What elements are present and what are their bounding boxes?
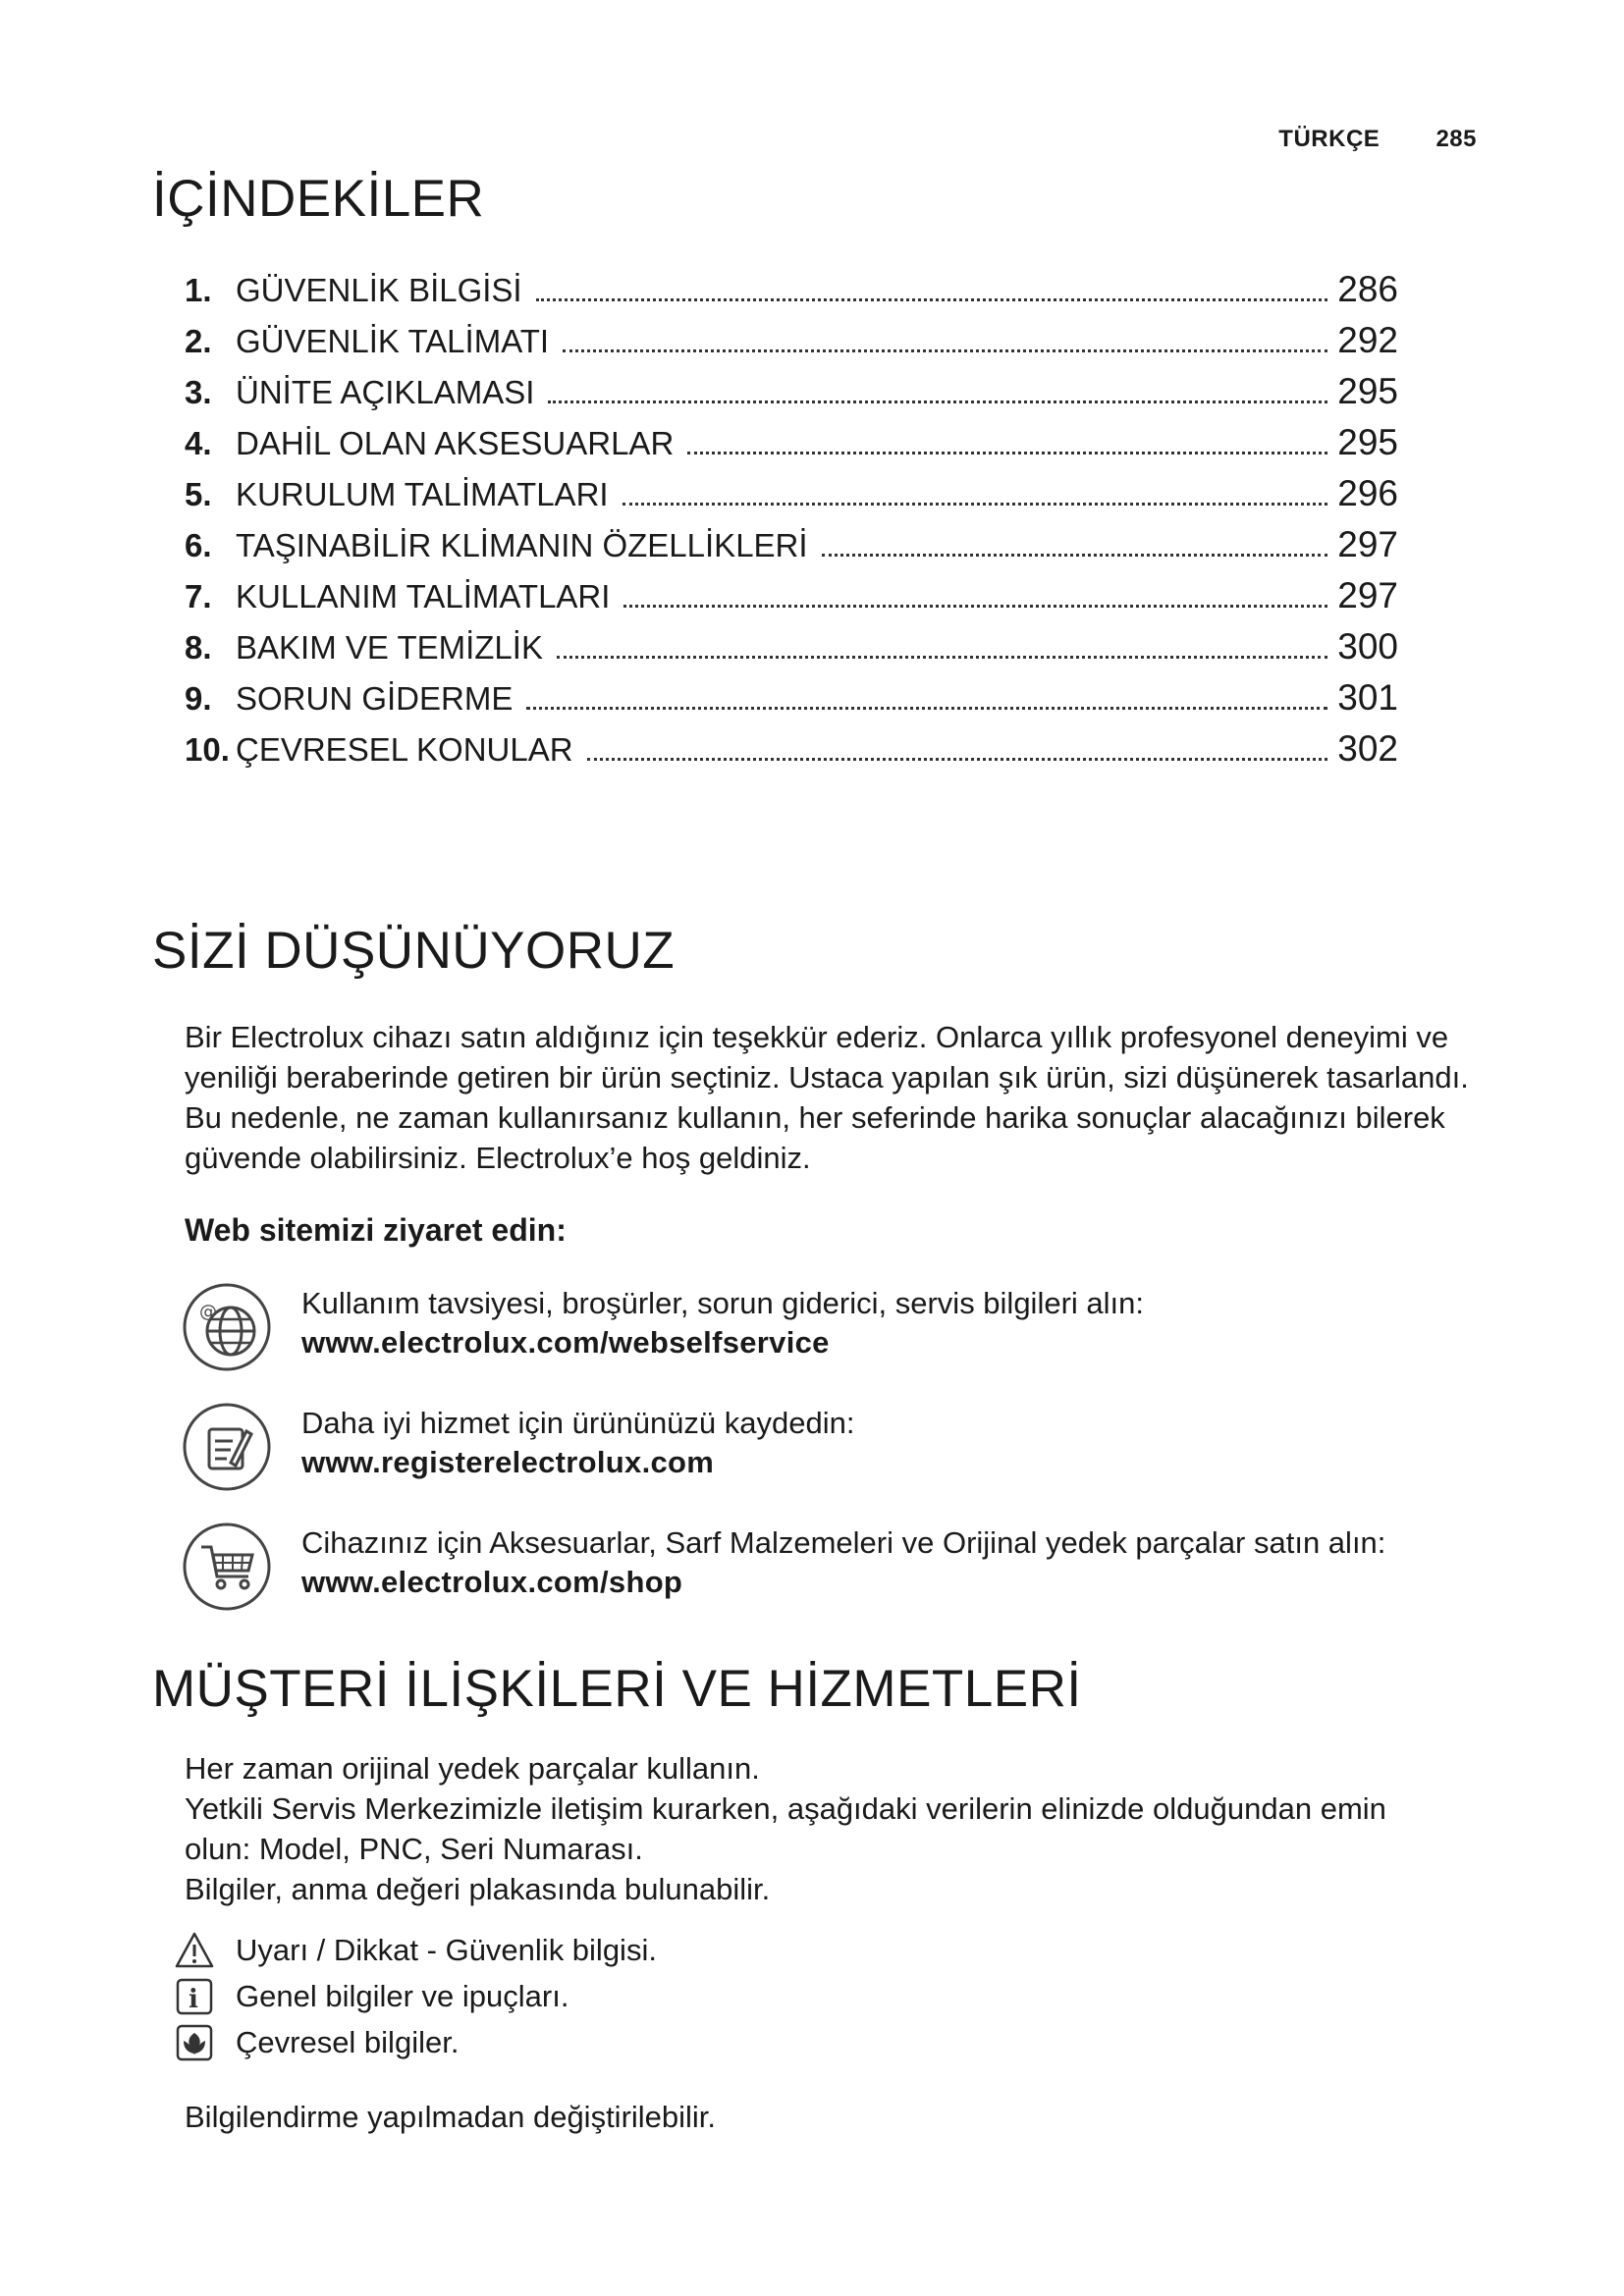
intro-paragraph: Bir Electrolux cihazı satın aldığınız için teşekkür ederiz. Onlarca yıllık profesyonel deneyimi ve yeniliği beraberinde getiren bir ürün seçtiniz. Ustaca yapılan şık ürün, sizi düşünerek tasarlandı. Bu nedenle, ne zaman kullanırsanız kullanın, her seferinde harika sonuçlar alacağınızı bilerek güvende olabilirsiniz. Electrolux’e hoş geldiniz. xyxy=(185,1020,1469,1175)
register-link[interactable]: www.registerelectrolux.com xyxy=(301,1445,715,1479)
toc-item-page: 297 xyxy=(1337,575,1398,615)
toc-leader-dots xyxy=(526,707,1327,710)
web-item-text: Kullanım tavsiyesi, broşürler, sorun giderici, servis bilgileri alın: xyxy=(301,1286,1144,1320)
web-item-text: Cihazınız için Aksesuarlar, Sarf Malzemeleri ve Orijinal yedek parçalar satın alın: xyxy=(301,1525,1386,1560)
web-item-support xyxy=(182,1282,1517,1380)
symbol-row-warning xyxy=(175,1929,657,1972)
toc-item-page: 296 xyxy=(1337,473,1398,513)
shop-link[interactable]: www.electrolux.com/shop xyxy=(301,1565,683,1599)
toc-item-number: 9. xyxy=(185,680,212,717)
toc-item-label: ÜNİTE AÇIKLAMASI xyxy=(236,374,535,410)
toc-item-label: KURULUM TALİMATLARI xyxy=(236,476,609,512)
toc-leader-dots xyxy=(557,656,1327,659)
register-icon xyxy=(182,1402,272,1492)
toc-item-number: 3. xyxy=(185,374,212,410)
toc-item-label: BAKIM VE TEMİZLİK xyxy=(236,629,543,666)
toc-title: İÇİNDEKİLER xyxy=(152,170,485,228)
globe-icon xyxy=(182,1282,272,1372)
toc-item[interactable] xyxy=(185,320,1398,371)
toc-item[interactable] xyxy=(185,575,1398,626)
intro-title: SİZİ DÜŞÜNÜYORUZ xyxy=(152,922,676,980)
toc-leader-dots xyxy=(623,605,1327,608)
toc-item-page: 286 xyxy=(1337,269,1398,309)
toc-item-label: GÜVENLİK BİLGİSİ xyxy=(236,272,522,308)
svg-text:i: i xyxy=(189,1985,198,2014)
toc-item-label: KULLANIM TALİMATLARI xyxy=(236,578,611,614)
customer-care-text xyxy=(185,1748,1500,1909)
toc-item[interactable] xyxy=(185,422,1398,473)
care-line: Her zaman orijinal yedek parçalar kullanın. xyxy=(185,1751,760,1786)
toc-leader-dots xyxy=(687,452,1327,454)
toc-item-page: 295 xyxy=(1337,371,1398,411)
toc-leader-dots xyxy=(563,349,1327,352)
symbol-text: Genel bilgiler ve ipuçları. xyxy=(236,1979,569,2013)
web-item-shop xyxy=(182,1522,1517,1620)
table-of-contents xyxy=(185,269,1398,779)
environment-icon xyxy=(175,2023,214,2062)
toc-leader-dots xyxy=(587,758,1328,761)
web-item-text: Daha iyi hizmet için ürününüzü kaydedin: xyxy=(301,1406,855,1440)
language-label: TÜRKÇE xyxy=(1278,126,1380,152)
web-item-register xyxy=(182,1402,1517,1500)
toc-item-label: GÜVENLİK TALİMATI xyxy=(236,323,550,359)
toc-item-number: 7. xyxy=(185,578,212,614)
change-notice: Bilgilendirme yapılmadan değiştirilebilir. xyxy=(185,2100,717,2134)
toc-leader-dots xyxy=(536,298,1328,301)
toc-item-page: 300 xyxy=(1337,626,1398,667)
symbol-row-info xyxy=(175,1975,568,2018)
toc-item-label: TAŞINABİLİR KLİMANIN ÖZELLİKLERİ xyxy=(236,527,808,563)
toc-item-page: 295 xyxy=(1337,422,1398,462)
toc-item[interactable] xyxy=(185,626,1398,677)
web-heading: Web sitemizi ziyaret edin: xyxy=(185,1212,567,1248)
toc-leader-dots xyxy=(548,400,1327,403)
care-line: Yetkili Servis Merkezimizle iletişim kurarken, aşağıdaki verilerin elinizde olduğundan emin olun: Model, PNC, Seri Numarası. xyxy=(185,1791,1386,1866)
toc-item[interactable] xyxy=(185,371,1398,422)
toc-item-page: 301 xyxy=(1337,677,1398,718)
toc-item-number: 5. xyxy=(185,476,212,512)
warning-icon xyxy=(175,1931,214,1970)
svg-text:@: @ xyxy=(199,1302,217,1322)
cart-icon xyxy=(182,1522,272,1612)
toc-item-number: 6. xyxy=(185,527,212,563)
toc-item[interactable] xyxy=(185,473,1398,524)
toc-item-label: ÇEVRESEL KONULAR xyxy=(236,731,573,768)
toc-item-page: 292 xyxy=(1337,320,1398,360)
page-number: 285 xyxy=(1435,126,1477,152)
toc-item[interactable] xyxy=(185,728,1398,779)
webselfservice-link[interactable]: www.electrolux.com/webselfservice xyxy=(301,1325,830,1360)
toc-item-number: 8. xyxy=(185,629,212,666)
toc-item-number: 4. xyxy=(185,425,212,461)
toc-item-label: DAHİL OLAN AKSESUARLAR xyxy=(236,425,675,461)
info-icon xyxy=(175,1977,214,2016)
toc-leader-dots xyxy=(822,554,1328,557)
toc-leader-dots xyxy=(623,503,1328,506)
customer-care-title: MÜŞTERİ İLİŞKİLERİ VE HİZMETLERİ xyxy=(152,1660,1082,1718)
page-header xyxy=(1278,126,1477,153)
toc-item[interactable] xyxy=(185,269,1398,320)
toc-item-number: 1. xyxy=(185,272,212,308)
toc-item-number: 10. xyxy=(185,731,230,768)
symbol-text: Çevresel bilgiler. xyxy=(236,2025,460,2059)
care-line: Bilgiler, anma değeri plakasında bulunabilir. xyxy=(185,1872,771,1906)
toc-item-label: SORUN GİDERME xyxy=(236,680,514,717)
toc-item-page: 297 xyxy=(1337,524,1398,564)
symbol-text: Uyarı / Dikkat - Güvenlik bilgisi. xyxy=(236,1933,657,1967)
toc-item[interactable] xyxy=(185,524,1398,575)
toc-item-page: 302 xyxy=(1337,728,1398,769)
toc-item-number: 2. xyxy=(185,323,212,359)
symbol-row-environment xyxy=(175,2021,459,2064)
toc-item[interactable] xyxy=(185,677,1398,728)
